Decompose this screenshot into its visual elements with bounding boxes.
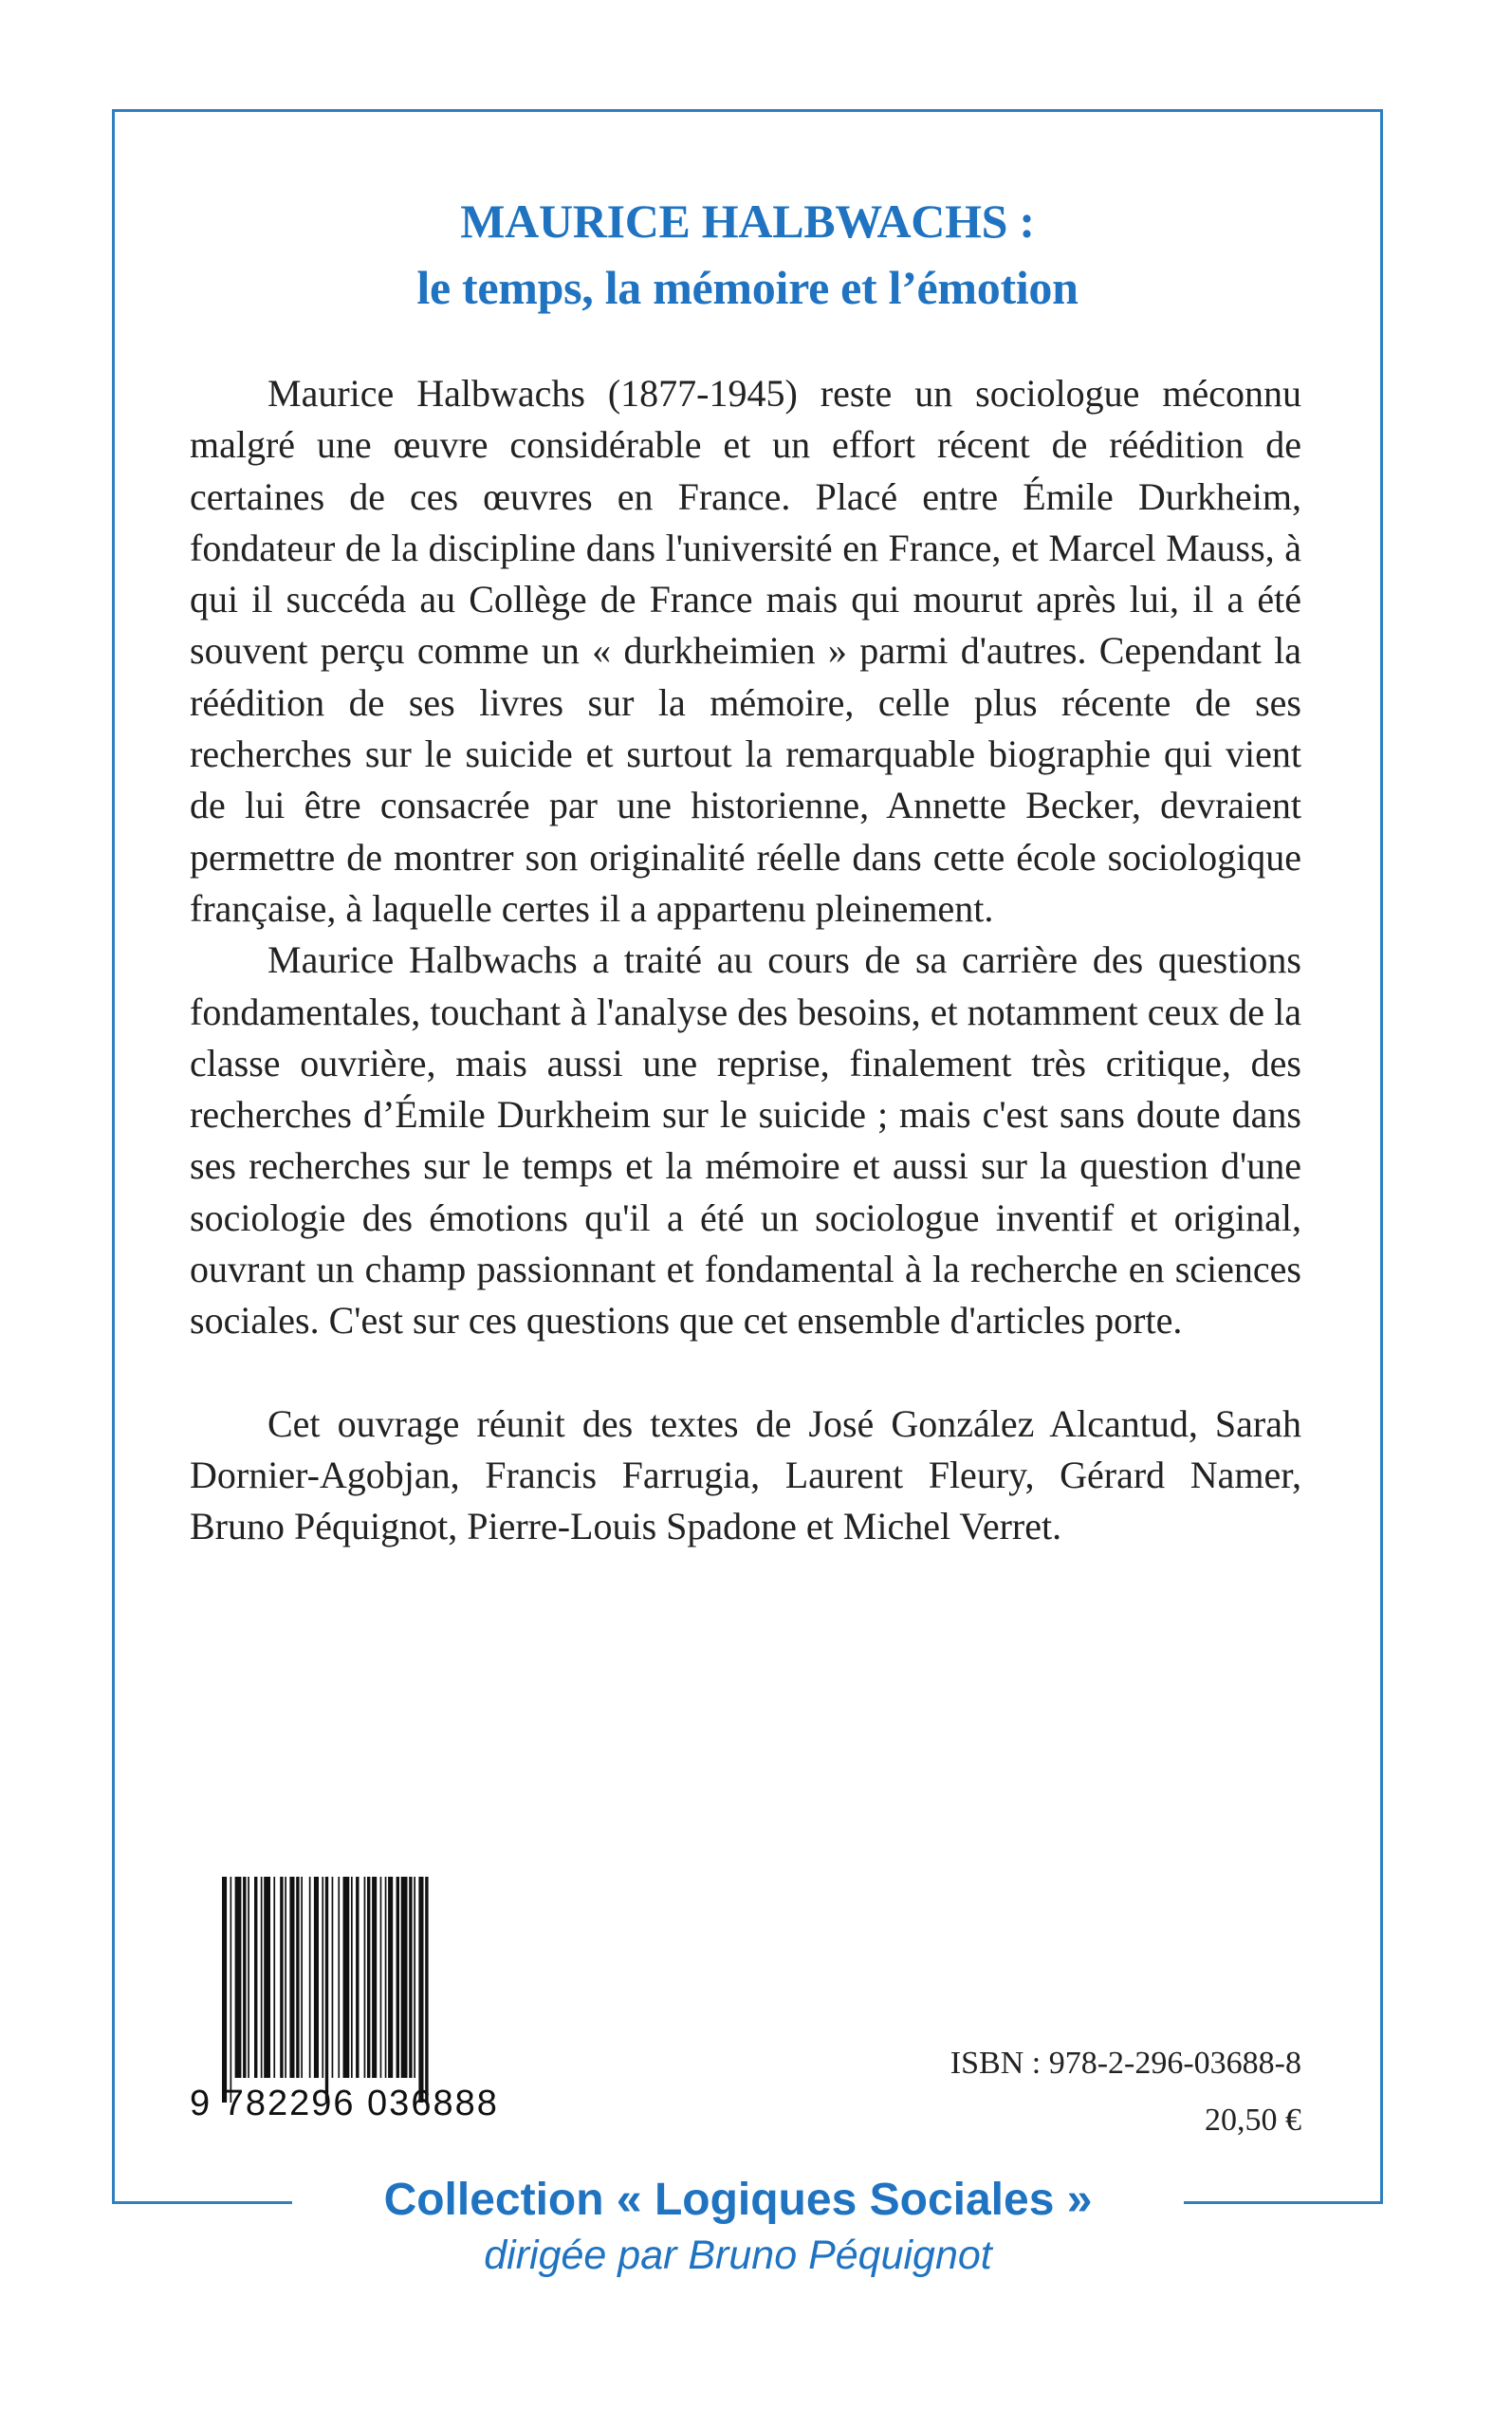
barcode-bar: [409, 1877, 412, 2078]
price: 20,50 €: [1205, 2103, 1301, 2138]
barcode-bar: [296, 1877, 299, 2078]
barcode-bar: [425, 1877, 428, 2103]
frame-left-line: [112, 109, 115, 2204]
frame-top-line: [112, 109, 1383, 112]
paragraph-1: Maurice Halbwachs (1877-1945) reste un sociologue méconnu malgré une œuvre considérable et un effort récent de réédition de certaines de ces œuvres en France. Placé entre Émile Durkheim, fondateur de la discipline dans l'université en France, et Marcel Mauss, à qui il succéda au Collège de France mais qui mourut après lui, il a été souvent perçu comme un « durkheimien » parmi d'autres. Cependant la réédition de ses livres sur la mémoire, celle plus récente de ses recherches sur le suicide et surtout la remarquable biographie qui vient de lui être consacrée par une historienne, Annette Becker, devraient permettre de montrer son originalité réelle dans cette école sociologique française, à laquelle certes il a appartenu pleinement.: [190, 372, 1301, 930]
barcode-bar: [243, 1877, 246, 2078]
book-title: [112, 188, 1383, 321]
barcode-bar: [332, 1877, 334, 2078]
barcode-bar: [372, 1877, 377, 2078]
barcode-bar: [351, 1877, 353, 2078]
barcode-bar: [289, 1877, 294, 2078]
barcode-bar: [301, 1877, 303, 2078]
barcode-bar: [248, 1877, 249, 2078]
barcode: [220, 1877, 571, 2103]
barcode-bar: [338, 1877, 340, 2078]
barcode-bar: [396, 1877, 399, 2078]
barcode-bar: [322, 1877, 323, 2078]
barcode-bar: [401, 1877, 408, 2078]
barcode-bar: [414, 1877, 415, 2078]
paragraph-2: Maurice Halbwachs a traité au cours de sa carrière des questions fondamentales, touchant à l'analyse des besoins, et notamment ceux de la classe ouvrière, mais aussi une reprise, finalement très critique, des recherches d’Émile Durkheim sur le suicide ; mais c'est sans doute dans ses recherches sur le temps et la mémoire et aussi sur la question d'une sociologie des émotions qu'il a été un sociologue inventif et original, ouvrant un champ passionnant et fondamental à la recherche en sciences sociales. C'est sur ces questions que cet ensemble d'articles porte.: [190, 938, 1301, 1343]
barcode-bar: [285, 1877, 286, 2078]
barcode-bar: [235, 1877, 242, 2078]
frame-right-line: [1380, 109, 1383, 2204]
title-line-2: le temps, la mémoire et l’émotion: [416, 261, 1079, 314]
isbn: ISBN : 978-2-296-03688-8: [950, 2046, 1301, 2081]
barcode-bar: [230, 1877, 232, 2103]
collection-name: Collection « Logiques Sociales »: [383, 2175, 1093, 2225]
barcode-bar: [343, 1877, 350, 2078]
barcode-bar: [388, 1877, 393, 2078]
barcode-bar: [364, 1877, 366, 2078]
barcode-bar: [380, 1877, 382, 2078]
barcode-bar: [309, 1877, 311, 2078]
barcode-bar: [418, 1877, 423, 2103]
frame-bottom-right-line: [1184, 2201, 1383, 2204]
blurb-text: [190, 368, 1301, 1553]
paragraph-3: Cet ouvrage réunit des textes de José González Alcantud, Sarah Dornier-Agobjan, Francis Farrugia, Laurent Fleury, Gérard Namer, Bruno Péquignot, Pierre-Louis Spadone et Michel Verret.: [190, 1401, 1301, 1548]
barcode-bar: [356, 1877, 359, 2078]
title-line-1: MAURICE HALBWACHS :: [460, 195, 1035, 248]
barcode-bar: [367, 1877, 370, 2078]
barcode-bar: [273, 1877, 275, 2078]
barcode-digits: 9 782296 036888: [190, 2084, 499, 2123]
barcode-bar: [261, 1877, 263, 2078]
barcode-bar: [222, 1877, 227, 2103]
barcode-bar: [325, 1877, 328, 2103]
barcode-bar: [314, 1877, 319, 2078]
collection-director: dirigée par Bruno Péquignot: [484, 2233, 992, 2278]
barcode-bar: [385, 1877, 387, 2078]
barcode-bar: [280, 1877, 283, 2078]
barcode-bar: [254, 1877, 257, 2078]
frame-bottom-left-line: [112, 2201, 292, 2204]
barcode-bar: [264, 1877, 270, 2078]
